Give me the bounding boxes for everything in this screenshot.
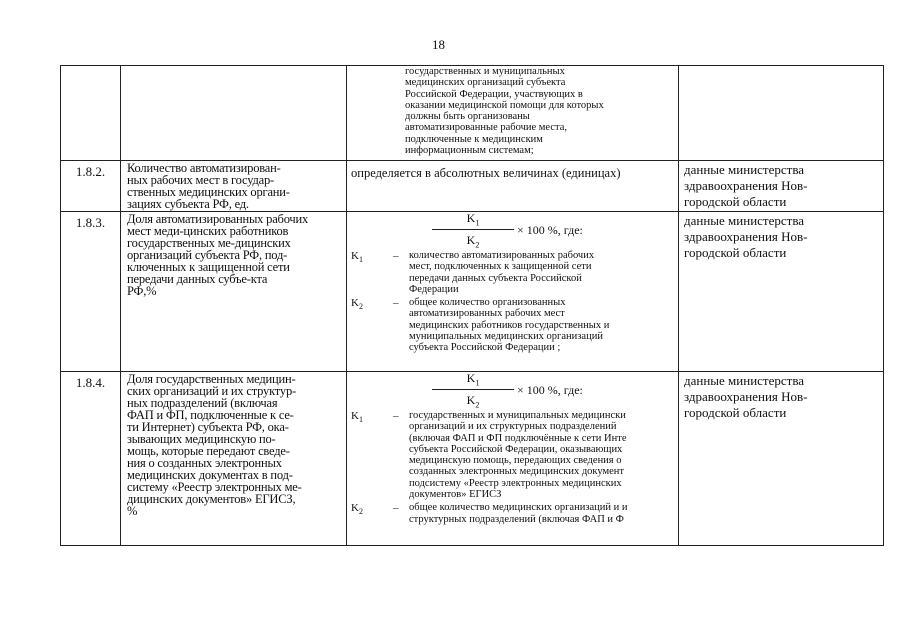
text-line: здравоохранения Нов- bbox=[684, 389, 808, 404]
text-line: должны быть организованы bbox=[405, 111, 530, 123]
text-line: количество автоматизированных рабочих bbox=[409, 250, 595, 261]
variable-definition bbox=[347, 410, 678, 500]
text-line: субъекта Российской Федерации ; bbox=[409, 342, 561, 354]
fraction-bar bbox=[432, 389, 514, 390]
text-line: подсистему «Реестр электронных медицинских bbox=[409, 477, 622, 489]
text-line: информационным системам; bbox=[405, 145, 534, 157]
text-line: дицинских документов» ЕГИСЗ, bbox=[127, 492, 296, 506]
text-line: мест, подключенных к защищенной сети bbox=[409, 261, 592, 273]
data-source bbox=[679, 161, 884, 212]
text-line: созданных электронных медицинских документ bbox=[409, 466, 625, 478]
multiplier: × 100 %, где: bbox=[517, 222, 583, 237]
text-line: % bbox=[127, 504, 138, 518]
row-number: 1.8.3. bbox=[61, 212, 121, 372]
text-line: РФ,% bbox=[127, 284, 157, 298]
text-line: документов» ЕГИСЗ bbox=[409, 489, 502, 501]
method-cell bbox=[347, 66, 679, 161]
fraction bbox=[432, 212, 514, 250]
indicator-name bbox=[121, 161, 347, 212]
text-line: Российской Федерации, участвующих в bbox=[405, 88, 583, 100]
number-cell bbox=[61, 66, 121, 161]
variable-definition bbox=[347, 502, 678, 525]
text-line: автоматизированных рабочих мест bbox=[409, 308, 565, 320]
text-line: Доля государственных медицин- bbox=[127, 372, 296, 386]
text-line: ских организаций и их структур- bbox=[127, 384, 296, 398]
definition-dash: – bbox=[393, 502, 399, 515]
text-line: городской области bbox=[684, 245, 787, 260]
definitions bbox=[347, 250, 678, 354]
table-row-1-8-4 bbox=[61, 372, 884, 546]
text-line: данные министерства bbox=[684, 213, 805, 228]
text-line: ФАП и ФП, подключенные к се- bbox=[127, 408, 294, 422]
fraction bbox=[432, 372, 514, 410]
text-line: городской области bbox=[684, 194, 787, 209]
text-line: муниципальных медицинских организаций bbox=[409, 331, 603, 343]
table-row-continuation bbox=[61, 66, 884, 161]
text-line: ственных медицинских органи- bbox=[127, 185, 290, 199]
text-line: зывающих медицинскую по- bbox=[127, 432, 276, 446]
numerator: $K_1$ bbox=[466, 371, 480, 387]
row-number: 1.8.4. bbox=[61, 372, 121, 546]
denominator: $K_2$ bbox=[466, 393, 480, 410]
data-source bbox=[679, 212, 884, 372]
row-number: 1.8.2. bbox=[61, 161, 121, 212]
definitions bbox=[347, 410, 678, 525]
indicator-cell bbox=[121, 66, 347, 161]
text-line: данные министерства bbox=[684, 373, 805, 388]
definition-dash: – bbox=[393, 250, 399, 262]
denominator: $K_2$ bbox=[466, 233, 480, 250]
text-line: данные министерства bbox=[684, 162, 805, 177]
text-line: субъекта Российской Федерации, оказывающих bbox=[409, 443, 623, 455]
text-line: государственных и муниципальных bbox=[405, 66, 565, 77]
text-line: Количество автоматизирован- bbox=[127, 161, 281, 175]
text-line: передачи данных субъекта Российской bbox=[409, 272, 582, 284]
formula bbox=[432, 372, 678, 408]
text-line: медицинских работников государственных и bbox=[409, 319, 610, 331]
numerator: $K_1$ bbox=[466, 211, 480, 227]
text-line: Доля автоматизированных рабочих bbox=[127, 212, 309, 226]
text-line: мест меди-цинских работников bbox=[127, 224, 289, 238]
calculation-method bbox=[347, 372, 679, 546]
variable-definition bbox=[347, 250, 678, 295]
data-source bbox=[679, 372, 884, 546]
text-line: государственных ме-дицинских bbox=[127, 236, 291, 250]
page-number: 18 bbox=[432, 37, 445, 52]
text-line: ти Интернет) субъекта РФ, ока- bbox=[127, 420, 289, 434]
text-line: систему «Реестр электронных ме- bbox=[127, 480, 302, 494]
definition-text bbox=[409, 250, 678, 295]
text-line: здравоохранения Нов- bbox=[684, 178, 808, 193]
text-line: (включая ФАП и ФП подключённые к сети Инте bbox=[409, 432, 627, 444]
indicators-table bbox=[60, 65, 884, 546]
text-line: ных рабочих мест в государ- bbox=[127, 173, 274, 187]
table-row-1-8-3 bbox=[61, 212, 884, 372]
source-cell bbox=[679, 66, 884, 161]
variable-symbol: $K_1$ bbox=[351, 250, 363, 265]
text-line: передачи данных субъе-кта bbox=[127, 272, 268, 286]
text-line: ных подразделений (включая bbox=[127, 396, 278, 410]
calculation-method: определяется в абсолютных величинах (единицах) bbox=[347, 161, 679, 212]
text-line: подключенные к медицинским bbox=[405, 133, 543, 145]
indicator-name bbox=[121, 212, 347, 372]
variable-symbol: $K_2$ bbox=[351, 502, 363, 517]
fraction-bar bbox=[432, 229, 514, 230]
text-line: автоматизированные рабочие места, bbox=[405, 122, 567, 134]
text-line: общее количество организованных bbox=[409, 297, 566, 309]
text-line: здравоохранения Нов- bbox=[684, 229, 808, 244]
text-line: организаций субъекта РФ, под- bbox=[127, 248, 288, 262]
text-line: ния о созданных электронных bbox=[127, 456, 282, 470]
multiplier: × 100 %, где: bbox=[517, 382, 583, 397]
text-line: Федерации bbox=[409, 283, 459, 295]
text-line: государственных и муниципальных медицински bbox=[409, 410, 626, 421]
table-row-1-8-2 bbox=[61, 161, 884, 212]
definition-dash: – bbox=[393, 297, 399, 310]
text-line: оказании медицинской помощи для которых bbox=[405, 99, 604, 111]
text-line: медицинских организаций субъекта bbox=[405, 77, 566, 89]
variable-symbol: $K_2$ bbox=[351, 297, 363, 312]
definition-dash: – bbox=[393, 410, 399, 422]
variable-definition bbox=[347, 297, 678, 353]
text-line: медицинских документах в под- bbox=[127, 468, 293, 482]
calculation-method bbox=[347, 212, 679, 372]
text-line: ключенных к защищенной сети bbox=[127, 260, 290, 274]
text-line: зациях субъекта РФ, ед. bbox=[127, 197, 249, 211]
definition-text bbox=[409, 410, 678, 500]
formula bbox=[432, 212, 678, 248]
indicator-name bbox=[121, 372, 347, 546]
text-line: мощь, которые передают сведе- bbox=[127, 444, 290, 458]
text-line: медицинскую помощь, передающих сведения о bbox=[409, 455, 622, 467]
definition-text bbox=[409, 502, 678, 525]
continuation-text bbox=[405, 66, 678, 156]
text-line: организаций и их структурных подразделений bbox=[409, 421, 617, 433]
text-line: городской области bbox=[684, 405, 787, 420]
variable-symbol: $K_1$ bbox=[351, 410, 363, 425]
definition-text bbox=[409, 297, 678, 353]
text-line: структурных подразделений (включая ФАП и Ф bbox=[409, 513, 624, 525]
text-line: общее количество медицинских организаций и и bbox=[409, 502, 628, 514]
